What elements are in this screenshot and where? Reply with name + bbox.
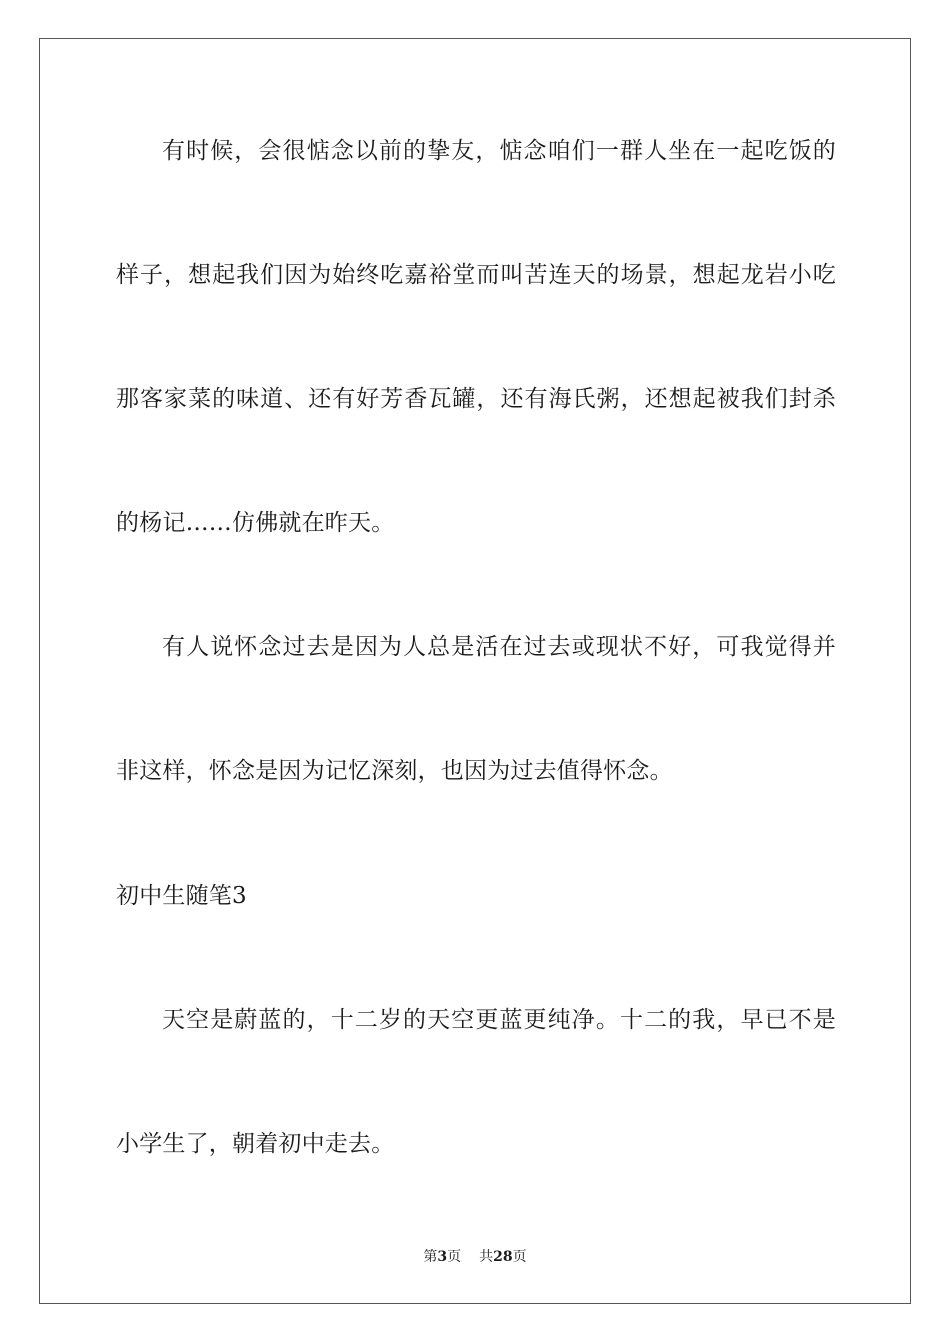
section-heading: 初中生随笔3	[116, 883, 247, 909]
total-suffix: 页	[512, 1249, 527, 1265]
page-suffix: 页	[447, 1249, 462, 1265]
total-page-count: 28	[493, 1249, 513, 1265]
paragraph-3-line-1: 天空是蔚蓝的，十二岁的天空更蓝更纯净。十二的我，早已不是	[162, 1007, 836, 1033]
paragraph-1-line-1: 有时候，会很惦念以前的挚友，惦念咱们一群人坐在一起吃饭的	[162, 138, 836, 164]
paragraph-1-line-3: 那客家菜的味道、还有好芳香瓦罐，还有海氏粥，还想起被我们封杀	[116, 386, 836, 412]
paragraph-3-line-2: 小学生了，朝着初中走去。	[116, 1131, 395, 1157]
paragraph-2-line-2: 非这样，怀念是因为记忆深刻，也因为过去值得怀念。	[116, 758, 673, 784]
paragraph-1-line-2: 样子，想起我们因为始终吃嘉裕堂而叫苦连天的场景，想起龙岩小吃	[116, 262, 836, 288]
current-page-number: 3	[437, 1249, 448, 1265]
page-footer	[0, 1247, 950, 1267]
page-prefix: 第	[423, 1249, 438, 1265]
paragraph-1-line-4: 的杨记……仿佛就在昨天。	[116, 510, 395, 536]
total-prefix: 共	[479, 1249, 494, 1265]
page-frame	[39, 38, 911, 1304]
paragraph-2-line-1: 有人说怀念过去是因为人总是活在过去或现状不好，可我觉得并	[162, 634, 836, 660]
